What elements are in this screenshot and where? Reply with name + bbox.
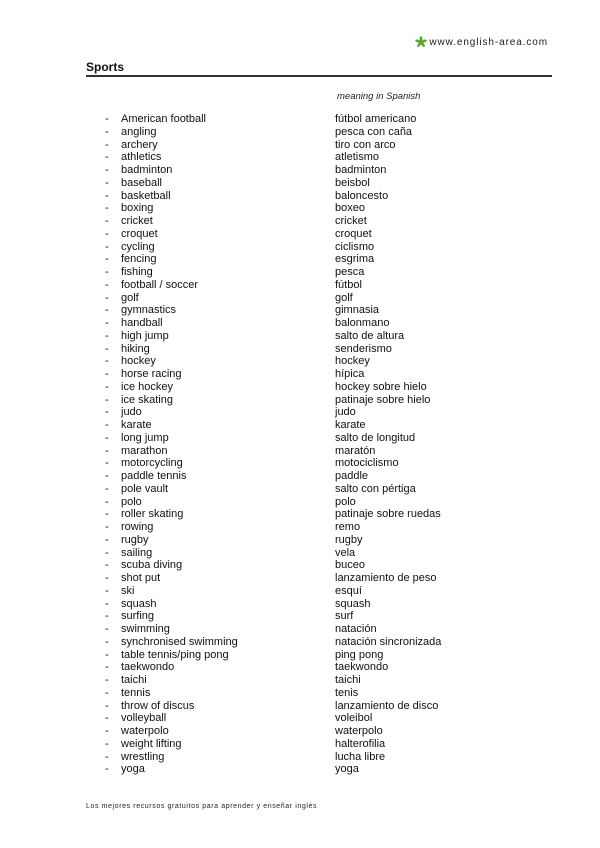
spanish-term: buceo bbox=[335, 559, 365, 572]
vocab-row bbox=[0, 241, 600, 254]
bullet-dash: - bbox=[105, 393, 109, 406]
vocab-row bbox=[0, 712, 600, 725]
bullet-dash: - bbox=[105, 368, 109, 380]
english-term: angling bbox=[121, 125, 157, 138]
spanish-term: badminton bbox=[335, 164, 387, 176]
spanish-term: patinaje sobre ruedas bbox=[335, 508, 441, 521]
english-term: golf bbox=[121, 291, 139, 304]
bullet-dash: - bbox=[105, 750, 109, 763]
english-term: squash bbox=[121, 597, 157, 610]
english-term: paddle tennis bbox=[121, 470, 187, 482]
vocab-row bbox=[0, 725, 600, 738]
bullet-dash: - bbox=[105, 635, 109, 648]
bullet-dash: - bbox=[105, 380, 109, 393]
vocab-row bbox=[0, 674, 600, 687]
spanish-term: lucha libre bbox=[335, 750, 386, 763]
english-term: archery bbox=[121, 138, 158, 151]
vocab-row bbox=[0, 585, 600, 598]
vocab-row bbox=[0, 508, 600, 521]
english-term: pole vault bbox=[121, 482, 169, 495]
spanish-term: fútbol americano bbox=[335, 113, 417, 125]
spanish-term: fútbol bbox=[335, 278, 362, 291]
bullet-dash: - bbox=[105, 712, 109, 725]
vocab-row bbox=[0, 177, 600, 190]
spanish-term: natación bbox=[335, 623, 377, 635]
green-leaf-star-icon bbox=[415, 36, 427, 48]
spanish-term: croquet bbox=[335, 227, 372, 240]
spanish-term: taekwondo bbox=[335, 661, 389, 674]
bullet-dash: - bbox=[105, 291, 109, 304]
spanish-term: lanzamiento de peso bbox=[335, 572, 437, 584]
spanish-term: salto de altura bbox=[335, 329, 405, 342]
spanish-term: remo bbox=[335, 521, 361, 533]
english-term: fishing bbox=[121, 266, 153, 278]
vocab-row bbox=[0, 751, 600, 764]
english-term: ice skating bbox=[121, 393, 173, 406]
english-term: handball bbox=[121, 317, 163, 329]
vocab-row bbox=[0, 610, 600, 623]
bullet-dash: - bbox=[105, 725, 109, 737]
bullet-dash: - bbox=[105, 508, 109, 521]
vocab-row bbox=[0, 457, 600, 470]
english-term: judo bbox=[121, 406, 142, 419]
spanish-term: yoga bbox=[335, 763, 359, 776]
vocab-row bbox=[0, 343, 600, 356]
english-term: taichi bbox=[121, 674, 147, 686]
bullet-dash: - bbox=[105, 266, 109, 278]
vocab-row bbox=[0, 521, 600, 534]
bullet-dash: - bbox=[105, 317, 109, 329]
english-term: weight lifting bbox=[121, 737, 182, 750]
spanish-term: golf bbox=[335, 291, 353, 304]
vocab-row bbox=[0, 432, 600, 445]
spanish-term: pesca con caña bbox=[335, 125, 413, 138]
spanish-term: hockey sobre hielo bbox=[335, 380, 427, 393]
footer-text: Los mejores recursos gratuitos para aprender y enseñar inglés bbox=[86, 803, 318, 810]
vocab-row bbox=[0, 253, 600, 266]
english-term: baseball bbox=[121, 176, 162, 189]
english-term: athletics bbox=[121, 151, 162, 164]
bullet-dash: - bbox=[105, 227, 109, 240]
spanish-term: baloncesto bbox=[335, 189, 389, 202]
english-term: cricket bbox=[121, 215, 153, 227]
bullet-dash: - bbox=[105, 406, 109, 419]
vocab-row bbox=[0, 317, 600, 330]
bullet-dash: - bbox=[105, 648, 109, 661]
vocab-row bbox=[0, 483, 600, 496]
bullet-dash: - bbox=[105, 240, 109, 253]
english-term: boxing bbox=[121, 202, 154, 215]
vocab-row bbox=[0, 266, 600, 279]
bullet-dash: - bbox=[105, 125, 109, 138]
bullet-dash: - bbox=[105, 419, 109, 431]
english-term: yoga bbox=[121, 763, 145, 776]
bullet-dash: - bbox=[105, 584, 109, 597]
english-term: marathon bbox=[121, 444, 168, 457]
vocab-row bbox=[0, 661, 600, 674]
bullet-dash: - bbox=[105, 572, 109, 584]
vocab-row bbox=[0, 394, 600, 407]
english-term: long jump bbox=[121, 431, 169, 444]
english-term: hiking bbox=[121, 342, 150, 355]
vocab-row bbox=[0, 406, 600, 419]
vocab-row bbox=[0, 598, 600, 611]
english-term: synchronised swimming bbox=[121, 635, 238, 648]
english-term: high jump bbox=[121, 329, 169, 342]
english-term: rowing bbox=[121, 521, 154, 533]
bullet-dash: - bbox=[105, 329, 109, 342]
vocab-row bbox=[0, 330, 600, 343]
spanish-term: natación sincronizada bbox=[335, 635, 442, 648]
bullet-dash: - bbox=[105, 521, 109, 533]
bullet-dash: - bbox=[105, 699, 109, 712]
spanish-term: boxeo bbox=[335, 202, 365, 215]
bullet-dash: - bbox=[105, 763, 109, 776]
spanish-term: polo bbox=[335, 495, 356, 508]
spanish-term: judo bbox=[335, 406, 356, 419]
bullet-dash: - bbox=[105, 470, 109, 482]
english-term: waterpolo bbox=[121, 725, 169, 737]
bullet-dash: - bbox=[105, 278, 109, 291]
english-term: cycling bbox=[121, 240, 155, 253]
spanish-term: vela bbox=[335, 546, 356, 559]
vocab-row bbox=[0, 304, 600, 317]
bullet-dash: - bbox=[105, 176, 109, 189]
site-brand bbox=[415, 36, 548, 48]
english-term: croquet bbox=[121, 227, 158, 240]
vocab-row bbox=[0, 228, 600, 241]
english-term: sailing bbox=[121, 546, 153, 559]
spanish-term: gimnasia bbox=[335, 304, 380, 317]
bullet-dash: - bbox=[105, 215, 109, 227]
vocab-row bbox=[0, 279, 600, 292]
english-term: polo bbox=[121, 495, 142, 508]
english-term: scuba diving bbox=[121, 559, 183, 572]
english-term: fencing bbox=[121, 253, 157, 266]
bullet-dash: - bbox=[105, 431, 109, 444]
vocab-row bbox=[0, 470, 600, 483]
spanish-term: tenis bbox=[335, 686, 359, 699]
english-term: American football bbox=[121, 113, 206, 125]
vocab-row bbox=[0, 139, 600, 152]
bullet-dash: - bbox=[105, 342, 109, 355]
spanish-term: waterpolo bbox=[335, 725, 383, 737]
spanish-term: ping pong bbox=[335, 648, 384, 661]
english-term: tennis bbox=[121, 686, 151, 699]
bullet-dash: - bbox=[105, 444, 109, 457]
spanish-term: ciclismo bbox=[335, 240, 375, 253]
bullet-dash: - bbox=[105, 164, 109, 176]
bullet-dash: - bbox=[105, 253, 109, 266]
english-term: karate bbox=[121, 419, 152, 431]
english-term: table tennis/ping pong bbox=[121, 648, 229, 661]
english-term: surfing bbox=[121, 610, 155, 623]
english-term: horse racing bbox=[121, 368, 182, 380]
spanish-term: halterofilia bbox=[335, 737, 386, 750]
spanish-term: salto con pértiga bbox=[335, 482, 416, 495]
spanish-term: rugby bbox=[335, 533, 363, 546]
vocab-row bbox=[0, 202, 600, 215]
vocab-row bbox=[0, 151, 600, 164]
bullet-dash: - bbox=[105, 737, 109, 750]
english-term: wrestling bbox=[121, 750, 165, 763]
bullet-dash: - bbox=[105, 597, 109, 610]
bullet-dash: - bbox=[105, 151, 109, 164]
spanish-term: salto de longitud bbox=[335, 431, 416, 444]
bullet-dash: - bbox=[105, 686, 109, 699]
vocab-row bbox=[0, 496, 600, 509]
english-term: volleyball bbox=[121, 712, 167, 725]
vocab-row bbox=[0, 292, 600, 305]
vocab-row bbox=[0, 559, 600, 572]
vocab-row bbox=[0, 445, 600, 458]
spanish-term: esgrima bbox=[335, 253, 375, 266]
spanish-term: pesca bbox=[335, 266, 365, 278]
spanish-term: balonmano bbox=[335, 317, 390, 329]
english-term: ice hockey bbox=[121, 380, 173, 393]
spanish-term: hockey bbox=[335, 355, 370, 368]
bullet-dash: - bbox=[105, 457, 109, 470]
vocab-row bbox=[0, 126, 600, 139]
vocab-row bbox=[0, 190, 600, 203]
vocab-row bbox=[0, 368, 600, 381]
vocabulary-list bbox=[0, 113, 600, 776]
spanish-term: tiro con arco bbox=[335, 138, 396, 151]
spanish-term: taichi bbox=[335, 674, 361, 686]
spanish-term: maratón bbox=[335, 444, 376, 457]
spanish-term: senderismo bbox=[335, 342, 392, 355]
vocab-row bbox=[0, 113, 600, 126]
spanish-term: surf bbox=[335, 610, 354, 623]
english-term: rugby bbox=[121, 533, 149, 546]
english-term: football / soccer bbox=[121, 278, 199, 291]
bullet-dash: - bbox=[105, 495, 109, 508]
english-term: swimming bbox=[121, 623, 170, 635]
bullet-dash: - bbox=[105, 202, 109, 215]
vocab-row bbox=[0, 763, 600, 776]
bullet-dash: - bbox=[105, 623, 109, 635]
english-term: roller skating bbox=[121, 508, 184, 521]
bullet-dash: - bbox=[105, 189, 109, 202]
bullet-dash: - bbox=[105, 355, 109, 368]
spanish-term: paddle bbox=[335, 470, 369, 482]
spanish-term: karate bbox=[335, 419, 366, 431]
bullet-dash: - bbox=[105, 661, 109, 674]
bullet-dash: - bbox=[105, 559, 109, 572]
spanish-term: beisbol bbox=[335, 176, 370, 189]
bullet-dash: - bbox=[105, 674, 109, 686]
english-term: hockey bbox=[121, 355, 156, 368]
bullet-dash: - bbox=[105, 533, 109, 546]
english-term: gymnastics bbox=[121, 304, 177, 317]
bullet-dash: - bbox=[105, 138, 109, 151]
spanish-term: hípica bbox=[335, 368, 365, 380]
english-term: basketball bbox=[121, 189, 171, 202]
bullet-dash: - bbox=[105, 482, 109, 495]
vocab-row bbox=[0, 649, 600, 662]
english-term: shot put bbox=[121, 572, 161, 584]
bullet-dash: - bbox=[105, 546, 109, 559]
spanish-term: cricket bbox=[335, 215, 367, 227]
english-term: throw of discus bbox=[121, 699, 195, 712]
spanish-term: atletismo bbox=[335, 151, 380, 164]
english-term: ski bbox=[121, 584, 135, 597]
bullet-dash: - bbox=[105, 304, 109, 317]
meaning-column-label: meaning in Spanish bbox=[337, 91, 421, 102]
vocab-row bbox=[0, 738, 600, 751]
vocab-row bbox=[0, 164, 600, 177]
spanish-term: voleibol bbox=[335, 712, 373, 725]
vocab-row bbox=[0, 419, 600, 432]
spanish-term: patinaje sobre hielo bbox=[335, 393, 431, 406]
site-url[interactable]: www.english-area.com bbox=[429, 36, 548, 48]
page-title: Sports bbox=[86, 60, 125, 74]
vocab-row bbox=[0, 355, 600, 368]
vocab-row bbox=[0, 636, 600, 649]
spanish-term: lanzamiento de disco bbox=[335, 699, 439, 712]
bullet-dash: - bbox=[105, 610, 109, 623]
spanish-term: motociclismo bbox=[335, 457, 399, 470]
bullet-dash: - bbox=[105, 113, 109, 125]
vocab-row bbox=[0, 534, 600, 547]
vocab-row bbox=[0, 547, 600, 560]
title-divider bbox=[86, 75, 552, 77]
vocab-row bbox=[0, 687, 600, 700]
vocab-row bbox=[0, 215, 600, 228]
vocab-row bbox=[0, 623, 600, 636]
spanish-term: squash bbox=[335, 597, 371, 610]
english-term: motorcycling bbox=[121, 457, 183, 470]
vocab-row bbox=[0, 700, 600, 713]
english-term: badminton bbox=[121, 164, 173, 176]
vocab-row bbox=[0, 381, 600, 394]
spanish-term: esquí bbox=[335, 584, 362, 597]
vocab-row bbox=[0, 572, 600, 585]
english-term: taekwondo bbox=[121, 661, 175, 674]
